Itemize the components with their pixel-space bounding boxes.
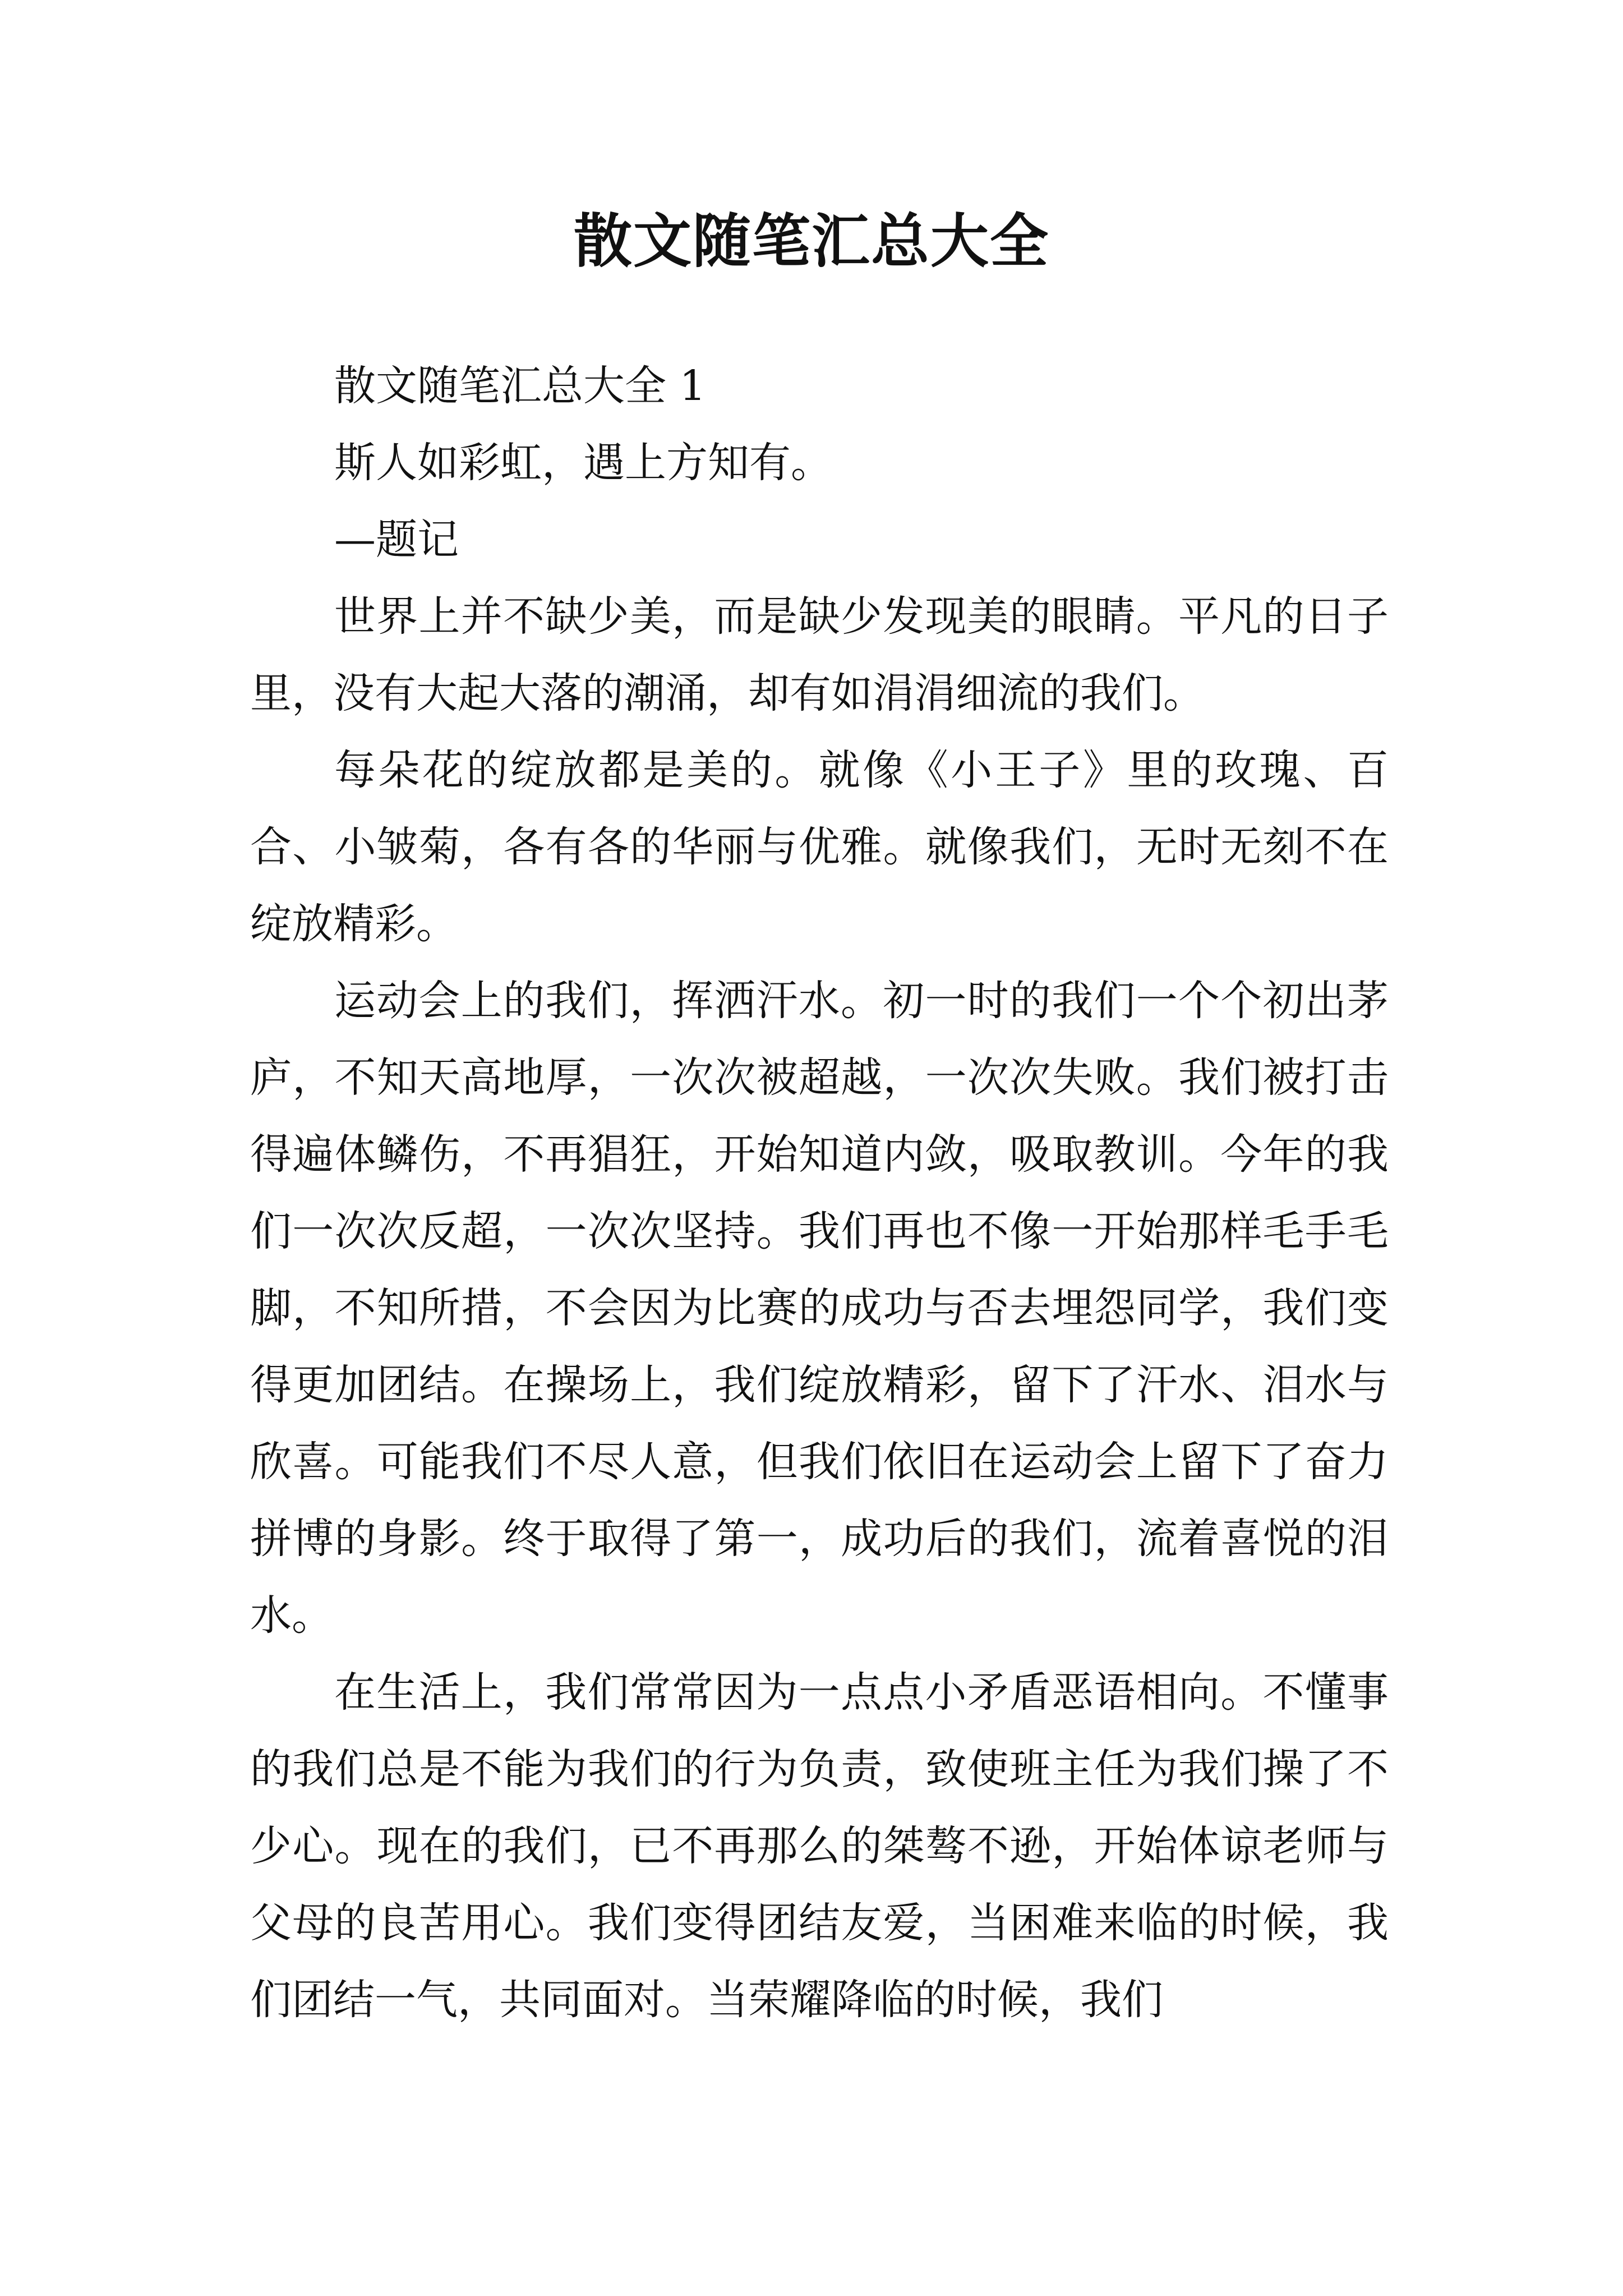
document-body [250,348,1389,2039]
body-paragraph: 世界上并不缺少美，而是缺少发现美的眼睛。平凡的日子里，没有大起大落的潮涌，却有如涓涓细流的我们。 [250,592,1389,717]
epigraph-attribution: —题记 [334,516,459,564]
body-paragraph: 运动会上的我们，挥洒汗水。初一时的我们一个个初出茅庐，不知天高地厚，一次次被超越，一次次失败。我们被打击得遍体鳞伤，不再猖狂，开始知道内敛，吸取教训。今年的我们一次次反超，一次次坚持。我们再也不像一开始那样毛手毛脚，不知所措，不会因为比赛的成功与否去埋怨同学，我们变得更加团结。在操场上，我们绽放精彩，留下了汗水、泪水与欣喜。可能我们不尽人意，但我们依旧在运动会上留下了奋力拼博的身影。终于取得了第一，成功后的我们，流着喜悦的泪水。 [250,977,1389,1640]
document-title: 散文随笔汇总大全 [573,206,1049,275]
epigraph: 斯人如彩虹，遇上方知有。 [334,439,832,487]
body-paragraph: 每朵花的绽放都是美的。就像《小王子》里的玫瑰、百合、小皱菊，各有各的华丽与优雅。就像我们，无时无刻不在绽放精彩。 [250,746,1389,948]
section-heading: 散文随笔汇总大全 1 [334,362,706,410]
body-paragraph: 在生活上，我们常常因为一点点小矛盾恶语相向。不懂事的我们总是不能为我们的行为负责，致使班主任为我们操了不少心。现在的我们，已不再那么的桀骜不逊，开始体谅老师与父母的良苦用心。我们变得团结友爱，当困难来临的时候，我们团结一气，共同面对。当荣耀降临的时候，我们 [250,1668,1389,2024]
